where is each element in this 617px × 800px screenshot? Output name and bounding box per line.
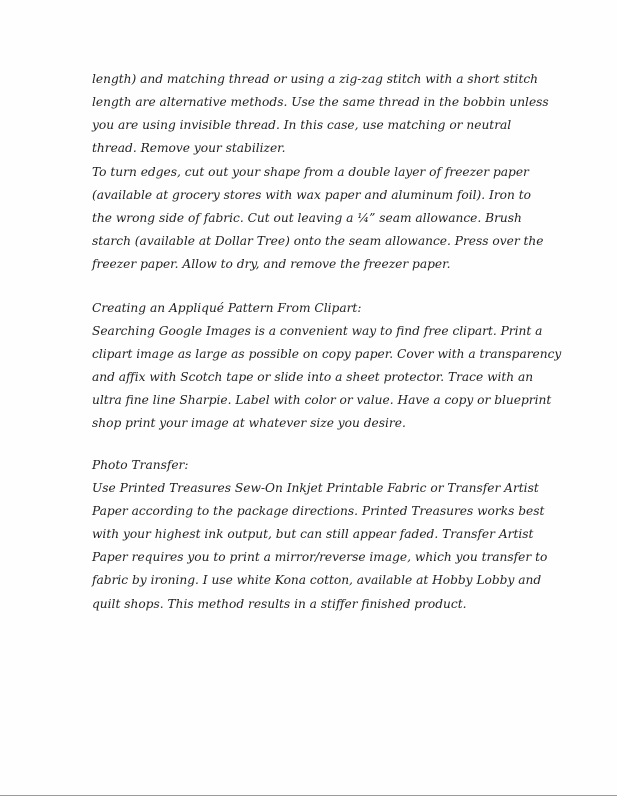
text-line: length) and matching thread or using a zig-zag stitch with a short stitch xyxy=(92,72,539,86)
text-line: starch (available at Dollar Tree) onto the seam allowance. Press over the xyxy=(92,234,544,249)
text-line: freezer paper. Allow to dry, and remove the freezer paper. xyxy=(92,257,451,272)
section-photo-transfer xyxy=(92,454,548,616)
scan-edge-divider xyxy=(0,795,617,796)
text-line: length are alternative methods. Use the same thread in the bobbin unless xyxy=(92,95,549,110)
paragraph-stitch-methods xyxy=(92,68,549,160)
section-heading: Photo Transfer: xyxy=(92,458,189,472)
paragraph-turn-edges xyxy=(92,161,544,276)
section-applique-pattern xyxy=(92,297,562,436)
text-line: Paper requires you to print a mirror/reverse image, which you transfer to xyxy=(92,550,548,565)
text-line: thread. Remove your stabilizer. xyxy=(92,141,286,156)
text-line: clipart image as large as possible on copy paper. Cover with a transparency xyxy=(92,347,562,362)
text-line: fabric by ironing. I use white Kona cotton, available at Hobby Lobby and xyxy=(92,573,542,588)
text-line: the wrong side of fabric. Cut out leaving a ¼” seam allowance. Brush xyxy=(92,211,522,226)
text-line: ultra fine line Sharpie. Label with color or value. Have a copy or blueprint xyxy=(92,393,552,408)
text-line: (available at grocery stores with wax paper and aluminum foil). Iron to xyxy=(92,188,531,203)
text-line: Use Printed Treasures Sew-On Inkjet Printable Fabric or Transfer Artist xyxy=(92,481,539,496)
text-line: shop print your image at whatever size you desire. xyxy=(92,416,406,431)
text-line: with your highest ink output, but can still appear faded. Transfer Artist xyxy=(92,527,534,542)
text-line: and affix with Scotch tape or slide into a sheet protector. Trace with an xyxy=(92,370,534,385)
text-line: quilt shops. This method results in a stiffer finished product. xyxy=(92,596,467,611)
text-line: Paper according to the package directions. Printed Treasures works best xyxy=(92,504,545,519)
text-line: Searching Google Images is a convenient way to find free clipart. Print a xyxy=(92,324,543,339)
text-line: To turn edges, cut out your shape from a double layer of freezer paper xyxy=(92,165,529,179)
section-heading: Creating an Appliqué Pattern From Clipart: xyxy=(92,301,362,315)
text-line: you are using invisible thread. In this case, use matching or neutral xyxy=(92,118,512,133)
